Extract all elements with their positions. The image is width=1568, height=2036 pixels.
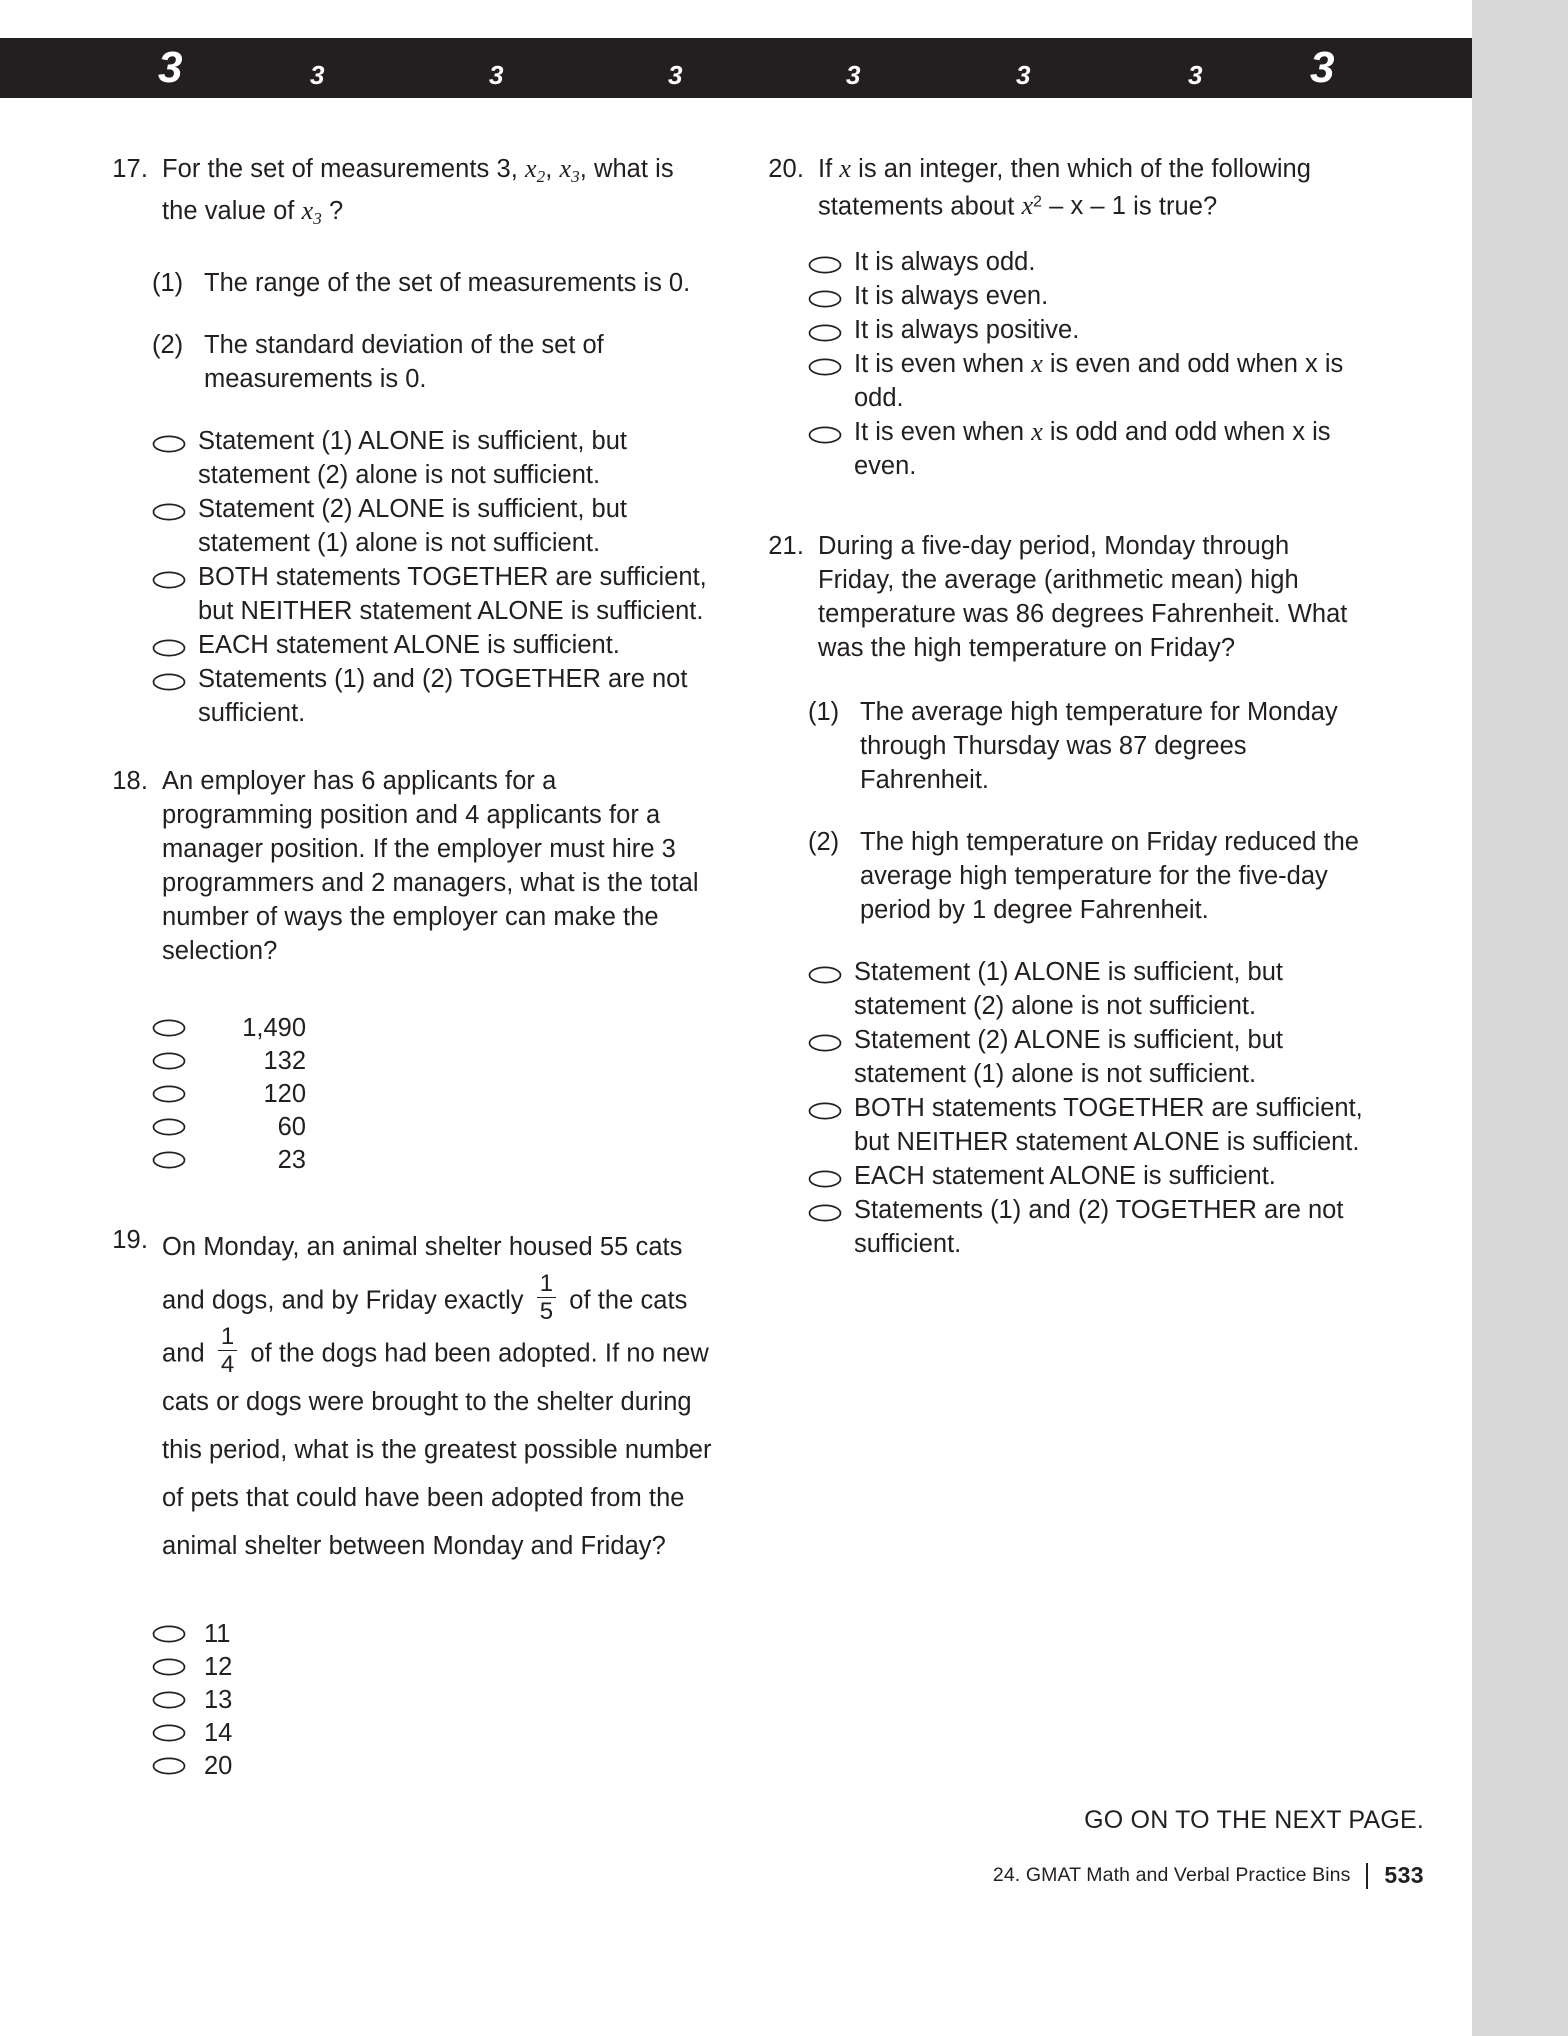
option-oval-icon[interactable] xyxy=(808,1023,854,1052)
answer-option[interactable] xyxy=(808,313,1370,347)
answer-option[interactable] xyxy=(808,415,1370,483)
question-21 xyxy=(760,529,1370,1261)
answer-options[interactable] xyxy=(808,245,1370,483)
option-oval-icon[interactable] xyxy=(152,560,198,589)
fraction-one-fifth: $\frac{1}{5}$ xyxy=(537,1271,556,1324)
statement-list xyxy=(152,266,714,396)
option-oval-icon[interactable] xyxy=(152,1691,198,1709)
footer-page-number: 533 xyxy=(1384,1862,1424,1888)
option-label: It is even when x is odd and odd when x is even. xyxy=(854,417,1331,481)
option-label: Statements (1) and (2) TOGETHER are not sufficient. xyxy=(854,1196,1344,1259)
statement-list xyxy=(808,695,1370,927)
statement-label: (1) xyxy=(808,698,840,727)
option-value: 132 xyxy=(263,1046,306,1075)
question-20 xyxy=(760,152,1370,483)
option-oval-icon[interactable] xyxy=(152,1625,198,1643)
answer-option[interactable] xyxy=(808,347,1370,415)
variable-x: x xyxy=(839,154,851,183)
option-label: It is always positive. xyxy=(854,316,1080,345)
section-number-7: 3 xyxy=(1188,60,1203,90)
option-label: Statement (1) ALONE is sufficient, but statement (2) alone is not sufficient. xyxy=(854,958,1283,1021)
statement-label: (2) xyxy=(808,828,840,857)
option-oval-icon[interactable] xyxy=(152,1052,198,1070)
answer-options[interactable] xyxy=(808,955,1370,1261)
stem-part-1: If xyxy=(818,155,840,183)
answer-option[interactable] xyxy=(152,1750,714,1783)
option-value: 12 xyxy=(204,1652,233,1681)
answer-option[interactable] xyxy=(152,1012,714,1045)
option-oval-icon[interactable] xyxy=(808,279,854,308)
option-value: 20 xyxy=(204,1751,233,1780)
answer-option[interactable] xyxy=(808,1091,1370,1159)
statement-item xyxy=(152,328,714,396)
statement-label: (2) xyxy=(152,330,184,359)
option-value: 23 xyxy=(277,1145,306,1174)
answer-option[interactable] xyxy=(152,1045,714,1078)
stem-part-1: On Monday, an animal shelter housed 55 cats and dogs, and by Friday exactly xyxy=(162,1232,683,1315)
answer-option[interactable] xyxy=(152,492,714,560)
answer-option[interactable] xyxy=(152,1078,714,1111)
question-number: 21. xyxy=(768,532,804,561)
question-number: 19. xyxy=(112,1225,148,1254)
question-number: 20. xyxy=(768,155,804,183)
option-oval-icon[interactable] xyxy=(808,313,854,342)
option-oval-icon[interactable] xyxy=(152,1757,198,1775)
option-oval-icon[interactable] xyxy=(152,1085,198,1103)
column-left xyxy=(104,152,714,1817)
question-18 xyxy=(104,764,714,1177)
option-oval-icon[interactable] xyxy=(152,1151,198,1169)
answer-option[interactable] xyxy=(152,1618,714,1651)
footer-divider xyxy=(1366,1863,1368,1889)
stem-part-2: is an integer, then which of the following statements about xyxy=(818,155,1312,221)
page-edge-shadow xyxy=(1472,0,1568,2036)
option-label: It is always odd. xyxy=(854,248,1036,277)
option-label: EACH statement ALONE is sufficient. xyxy=(198,630,620,659)
stem-part-1: For the set of measurements 3, xyxy=(162,155,525,183)
answer-option[interactable] xyxy=(808,279,1370,313)
stem-part-3: ? xyxy=(321,196,344,225)
statement-item xyxy=(808,825,1370,927)
option-value: 14 xyxy=(204,1718,233,1747)
option-oval-icon[interactable] xyxy=(152,662,198,691)
option-oval-icon[interactable] xyxy=(152,628,198,657)
option-oval-icon[interactable] xyxy=(152,1658,198,1676)
statement-item xyxy=(808,695,1370,797)
question-stem: During a five-day period, Monday through Friday, the average (arithmetic mean) high temperature was 86 degrees Fahrenheit. What was the high temperature on Friday? xyxy=(818,532,1348,663)
option-label: BOTH statements TOGETHER are sufficient, but NEITHER statement ALONE is sufficient. xyxy=(854,1094,1363,1157)
answer-option[interactable] xyxy=(152,1111,714,1144)
question-stem xyxy=(162,1223,714,1570)
option-oval-icon[interactable] xyxy=(152,424,198,453)
option-oval-icon[interactable] xyxy=(152,1118,198,1136)
answer-option[interactable] xyxy=(152,424,714,492)
option-oval-icon[interactable] xyxy=(808,1159,854,1188)
fraction-one-fourth: $\frac{1}{4}$ xyxy=(218,1324,237,1377)
section-number-6: 3 xyxy=(1016,60,1031,90)
answer-options[interactable] xyxy=(152,424,714,730)
question-stem: An employer has 6 applicants for a programming position and 4 applicants for a manager position. If the employer must hire 3 programmers and 2 managers, what is the total number of ways the employer can make the selection? xyxy=(162,766,699,965)
question-stem: For the set of measurements 3, $x_2$, $x_3$, what is the value of $x_3$ ? xyxy=(162,154,674,228)
page-footer xyxy=(993,1862,1424,1889)
section-number-8: 3 xyxy=(1310,43,1335,92)
stem-part-3: is true? xyxy=(1126,192,1218,221)
stem-part-2: of the cats and xyxy=(162,1286,688,1368)
option-oval-icon[interactable] xyxy=(152,1019,198,1037)
option-value: 11 xyxy=(204,1619,231,1648)
answer-option[interactable] xyxy=(152,1684,714,1717)
option-oval-icon[interactable] xyxy=(152,1724,198,1742)
variable-x: x xyxy=(1031,349,1043,379)
statement-text: The standard deviation of the set of measurements is 0. xyxy=(204,330,604,393)
statement-text: The range of the set of measurements is 0. xyxy=(204,268,691,297)
question-17 xyxy=(104,152,714,730)
option-value: 120 xyxy=(263,1079,306,1108)
option-label: Statement (1) ALONE is sufficient, but statement (2) alone is not sufficient. xyxy=(198,426,627,489)
expression-x2-minus-x-minus-1: $x^2$ – x – 1 xyxy=(1021,191,1127,221)
option-label: Statement (2) ALONE is sufficient, but statement (1) alone is not sufficient. xyxy=(854,1026,1283,1089)
section-number-4: 3 xyxy=(668,60,683,90)
answer-option[interactable] xyxy=(808,1023,1370,1091)
answer-options-numeric[interactable] xyxy=(152,1618,714,1783)
answer-option[interactable] xyxy=(152,560,714,628)
question-19 xyxy=(104,1223,714,1783)
answer-option[interactable] xyxy=(808,1159,1370,1193)
variable-x3-target: $x_3$ xyxy=(301,195,322,228)
question-number: 17. xyxy=(112,155,148,183)
answer-option[interactable] xyxy=(808,955,1370,1023)
option-oval-icon[interactable] xyxy=(808,1193,854,1222)
option-oval-icon[interactable] xyxy=(152,492,198,521)
stem-part-2: , what is the value of xyxy=(162,155,674,225)
variable-x3: $x_3$ xyxy=(559,154,580,186)
footer-chapter-title: 24. GMAT Math and Verbal Practice Bins xyxy=(992,1864,1351,1886)
option-label: It is even when x is even and odd when x is odd. xyxy=(854,349,1344,413)
option-label: Statement (2) ALONE is sufficient, but statement (1) alone is not sufficient. xyxy=(198,494,627,557)
option-value: 60 xyxy=(277,1112,306,1141)
section-number-5: 3 xyxy=(846,60,861,90)
option-label: EACH statement ALONE is sufficient. xyxy=(854,1162,1276,1191)
option-label: It is always even. xyxy=(854,282,1049,311)
go-on-notice: GO ON TO THE NEXT PAGE. xyxy=(1084,1806,1424,1834)
option-oval-icon[interactable] xyxy=(808,347,854,376)
variable-x2: $x_2$ xyxy=(524,154,546,186)
statement-text: The high temperature on Friday reduced the average high temperature for the five-day period by 1 degree Fahrenheit. xyxy=(860,828,1359,925)
answer-option[interactable] xyxy=(152,1144,714,1177)
answer-option[interactable] xyxy=(152,1651,714,1684)
option-value: 1,490 xyxy=(242,1013,306,1042)
option-oval-icon[interactable] xyxy=(808,1091,854,1120)
answer-option[interactable] xyxy=(152,628,714,662)
section-header-band xyxy=(0,38,1472,98)
stem-part-3: of the dogs had been adopted. If no new cats or dogs were brought to the shelter during this period, what is the greatest possible number of pets that could have been adopted from the animal shelter between Monday and Friday? xyxy=(162,1339,712,1560)
statement-label: (1) xyxy=(152,268,184,297)
answer-option[interactable] xyxy=(808,1193,1370,1261)
option-oval-icon[interactable] xyxy=(808,245,854,274)
column-right xyxy=(760,152,1370,1295)
section-number-1: 3 xyxy=(158,43,183,92)
option-label: BOTH statements TOGETHER are sufficient, but NEITHER statement ALONE is sufficient. xyxy=(198,562,707,625)
variable-x: x xyxy=(1031,417,1043,447)
question-stem xyxy=(818,152,1370,223)
question-number: 18. xyxy=(112,766,148,795)
statement-text: The average high temperature for Monday through Thursday was 87 degrees Fahrenheit. xyxy=(860,698,1338,795)
answer-option[interactable] xyxy=(808,245,1370,279)
answer-options-numeric[interactable] xyxy=(152,1012,714,1177)
option-oval-icon[interactable] xyxy=(808,955,854,984)
statement-item xyxy=(152,266,714,300)
answer-option[interactable] xyxy=(152,1717,714,1750)
option-label: Statements (1) and (2) TOGETHER are not sufficient. xyxy=(198,664,688,727)
option-oval-icon[interactable] xyxy=(808,415,854,444)
answer-option[interactable] xyxy=(152,662,714,730)
section-number-2: 3 xyxy=(310,60,325,90)
section-number-3: 3 xyxy=(489,60,504,90)
option-value: 13 xyxy=(204,1685,233,1714)
